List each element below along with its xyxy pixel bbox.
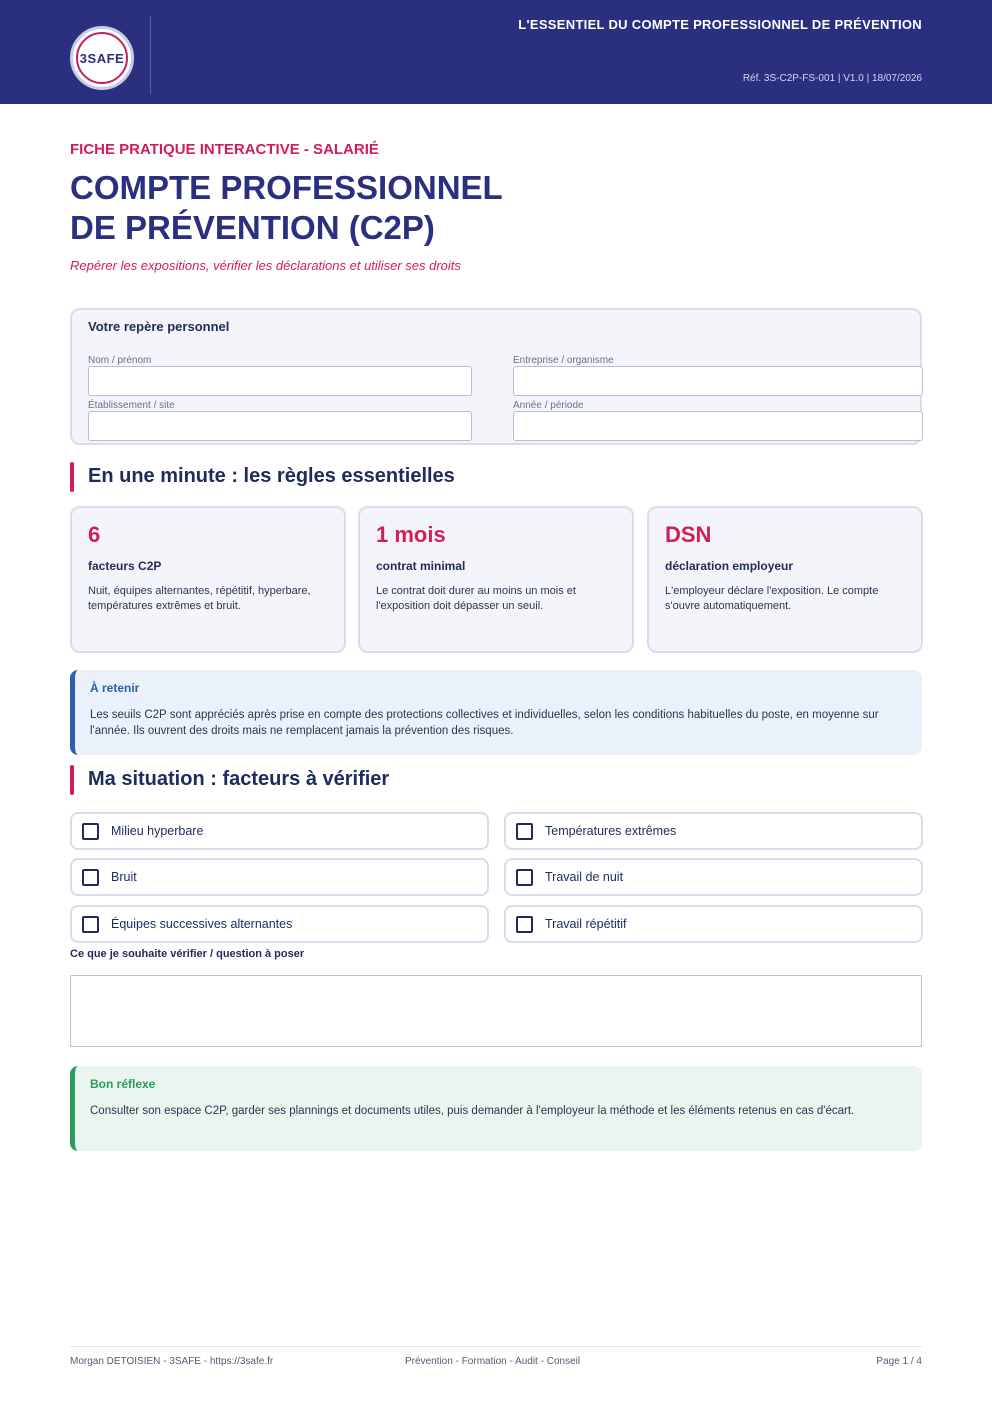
factor-label: Bruit: [111, 870, 137, 884]
page-title: [70, 168, 503, 248]
reflexe-callout: [70, 1066, 922, 1151]
document-reference: Réf. 3S-C2P-FS-001 | V1.0 | 18/07/2026: [742, 73, 922, 84]
company-field[interactable]: [513, 366, 923, 396]
logo-text: 3SAFE: [79, 50, 125, 66]
checkbox-icon[interactable]: [82, 869, 99, 886]
reflexe-text: Consulter son espace C2P, garder ses plannings et documents utiles, puis demander à l'employeur la méthode et les éléments retenus en cas d'écart.: [90, 1105, 855, 1117]
rule-card-label: déclaration employeur: [665, 559, 794, 573]
factor-checkbox-temperatures[interactable]: [504, 812, 923, 850]
site-field-label: Établissement / site: [88, 400, 175, 411]
company-field-label: Entreprise / organisme: [513, 355, 614, 366]
name-field[interactable]: [88, 366, 472, 396]
question-textarea[interactable]: [70, 975, 922, 1047]
checkbox-icon[interactable]: [516, 916, 533, 933]
question-field-label: Ce que je souhaite vérifier / question à poser: [70, 948, 305, 960]
personal-info-title: Votre repère personnel: [88, 319, 230, 334]
factor-checkbox-nuit[interactable]: [504, 858, 923, 896]
page-subtitle: Repérer les expositions, vérifier les déclarations et utiliser ses droits: [70, 258, 461, 273]
factor-checkbox-hyperbare[interactable]: [70, 812, 489, 850]
rule-card-description: Nuit, équipes alternantes, répétitif, hyperbare, températures extrêmes et bruit.: [88, 585, 311, 612]
checkbox-icon[interactable]: [82, 823, 99, 840]
page-header: [0, 0, 992, 104]
checkbox-icon[interactable]: [516, 869, 533, 886]
personal-info-panel: [70, 308, 922, 445]
rule-card: [70, 506, 346, 653]
rule-card: [358, 506, 634, 653]
footer-divider: [70, 1346, 922, 1347]
page-number: Page 1 / 4: [876, 1356, 922, 1367]
rule-card: [647, 506, 923, 653]
rule-card-label: contrat minimal: [376, 559, 466, 573]
reflexe-title: Bon réflexe: [90, 1077, 156, 1091]
factor-label: Milieu hyperbare: [111, 824, 204, 838]
title-line-1: COMPTE PROFESSIONNEL: [70, 169, 503, 206]
factor-label: Travail de nuit: [545, 870, 624, 884]
footer-author: Morgan DETOISIEN - 3SAFE - https://3safe.fr: [70, 1356, 274, 1367]
rule-card-description: Le contrat doit durer au moins un mois et l'exposition doit dépasser un seuil.: [376, 585, 576, 612]
period-field[interactable]: [513, 411, 923, 441]
rule-card-value: DSN: [665, 522, 712, 547]
factor-label: Températures extrêmes: [545, 824, 677, 838]
retenir-callout: [70, 670, 922, 755]
factor-checkbox-equipes[interactable]: [70, 905, 489, 943]
retenir-text: Les seuils C2P sont appréciés après prise en compte des protections collectives et individuelles, selon les conditions habituelles du poste, en moyenne sur l'année. Ils ouvrent des droits mais ne remplacent jamais la prévention des risques.: [90, 709, 879, 737]
rule-card-label: facteurs C2P: [88, 559, 162, 573]
title-line-2: DE PRÉVENTION (C2P): [70, 209, 435, 246]
factor-checkbox-repetitif[interactable]: [504, 905, 923, 943]
name-field-label: Nom / prénom: [88, 355, 152, 366]
rule-card-value: 1 mois: [376, 522, 446, 547]
rule-card-value: 6: [88, 522, 101, 547]
footer-tagline: Prévention - Formation - Audit - Conseil: [405, 1356, 581, 1367]
period-field-label: Année / période: [513, 400, 584, 411]
situation-heading-text: Ma situation : facteurs à vérifier: [88, 768, 390, 790]
rule-card-description: L'employeur déclare l'exposition. Le compte s'ouvre automatiquement.: [665, 585, 879, 612]
checkbox-icon[interactable]: [82, 916, 99, 933]
checkbox-icon[interactable]: [516, 823, 533, 840]
section-accent-bar: [70, 765, 74, 795]
retenir-title: À retenir: [90, 681, 140, 695]
site-field[interactable]: [88, 411, 472, 441]
header-divider: [150, 16, 151, 94]
section-accent-bar: [70, 462, 74, 492]
rules-heading-text: En une minute : les règles essentielles: [88, 465, 455, 487]
factor-label: Équipes successives alternantes: [111, 917, 293, 931]
factor-label: Travail répétitif: [545, 917, 627, 931]
factor-checkbox-bruit[interactable]: [70, 858, 489, 896]
header-title: L'ESSENTIEL DU COMPTE PROFESSIONNEL DE PRÉVENTION: [518, 17, 922, 32]
company-logo: [70, 26, 134, 90]
document-kicker: FICHE PRATIQUE INTERACTIVE - SALARIÉ: [70, 141, 379, 158]
